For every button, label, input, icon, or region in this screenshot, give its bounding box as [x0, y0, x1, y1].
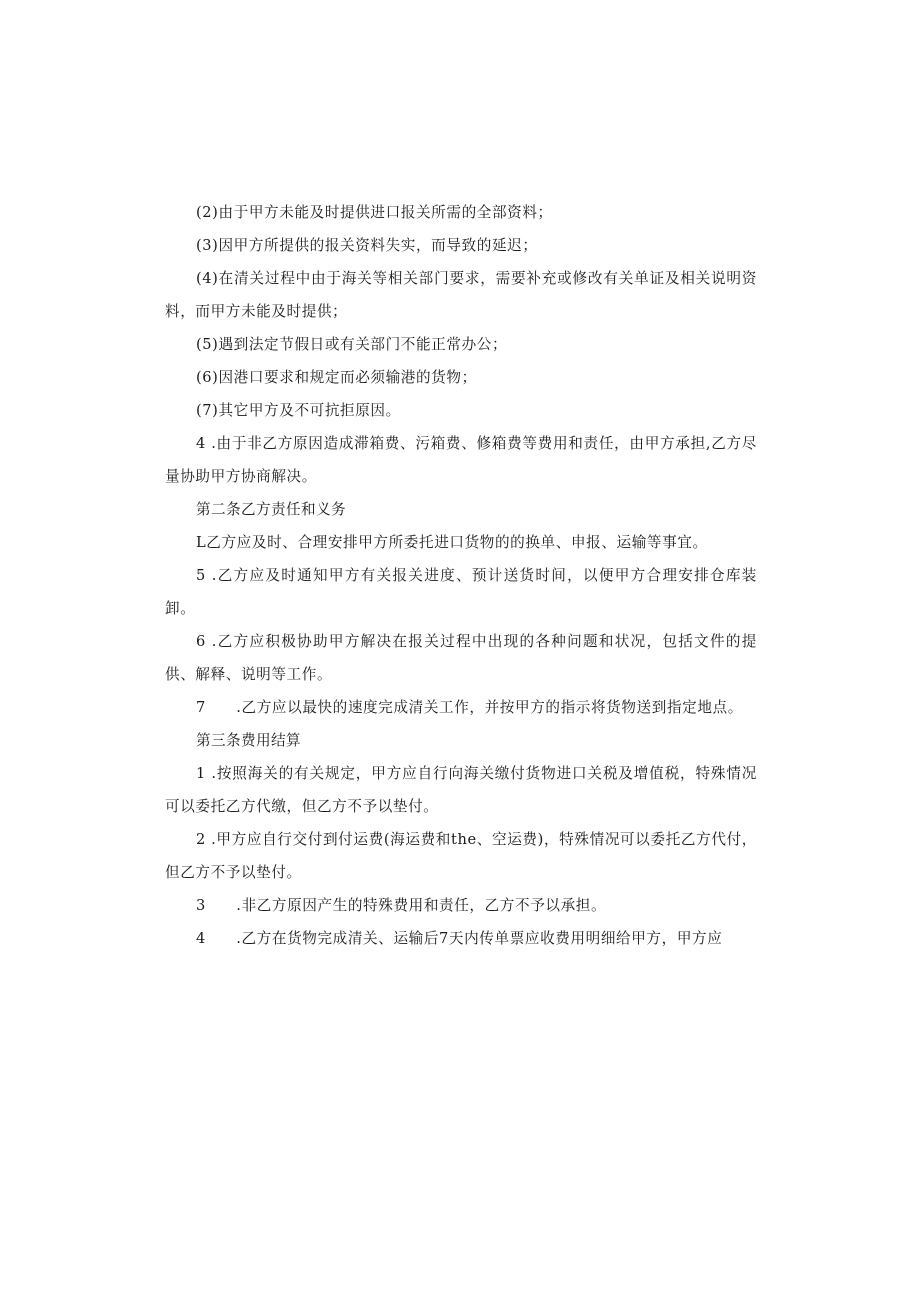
clause-paragraph: 6 .乙方应积极协助甲方解决在报关过程中出现的各种问题和状况，包括文件的提供、解释、说明等工作。 — [165, 633, 757, 683]
clause-item-6: (6)因港口要求和规定而必须输港的货物； — [196, 369, 477, 386]
clause-item-7: (7)其它甲方及不可抗拒原因。 — [196, 402, 401, 419]
clause-paragraph: 4 .由于非乙方原因造成滞箱费、污箱费、修箱费等费用和责任，由甲方承担,乙方尽量协助甲方协商解决。 — [165, 435, 757, 485]
clause-paragraph: 2 .甲方应自行交付到付运费(海运费和the、空运费)，特殊情况可以委托乙方代付，但乙方不予以垫付。 — [165, 831, 757, 881]
clause-paragraph: 3 .非乙方原因产生的特殊费用和责任，乙方不予以承担。 — [196, 897, 607, 914]
document-body — [165, 196, 757, 955]
section-heading: 第二条乙方责任和义务 — [196, 501, 346, 518]
section-heading: 第三条费用结算 — [196, 732, 301, 749]
clause-paragraph: 7 .乙方应以最快的速度完成清关工作，并按甲方的指示将货物送到指定地点。 — [196, 699, 743, 716]
clause-paragraph: 1 .按照海关的有关规定，甲方应自行向海关缴付货物进口关税及增值税，特殊情况可以委托乙方代缴，但乙方不予以垫付。 — [165, 765, 757, 815]
clause-paragraph: 5 .乙方应及时通知甲方有关报关进度、预计送货时间，以便甲方合理安排仓库装卸。 — [165, 567, 757, 617]
clause-item-4: (4)在清关过程中由于海关等相关部门要求，需要补充或修改有关单证及相关说明资料，而甲方未能及时提供； — [165, 270, 757, 320]
clause-paragraph: 4 .乙方在货物完成清关、运输后7天内传单票应收费用明细给甲方，甲方应 — [196, 930, 723, 947]
clause-item-5: (5)遇到法定节假日或有关部门不能正常办公； — [196, 336, 508, 353]
clause-item-3: (3)因甲方所提供的报关资料失实，而导致的延迟； — [196, 237, 538, 254]
clause-paragraph: L乙方应及时、合理安排甲方所委托进口货物的的换单、申报、运输等事宜。 — [196, 534, 708, 551]
clause-item-2: (2)由于甲方未能及时提供进口报关所需的全部资料； — [196, 204, 553, 221]
